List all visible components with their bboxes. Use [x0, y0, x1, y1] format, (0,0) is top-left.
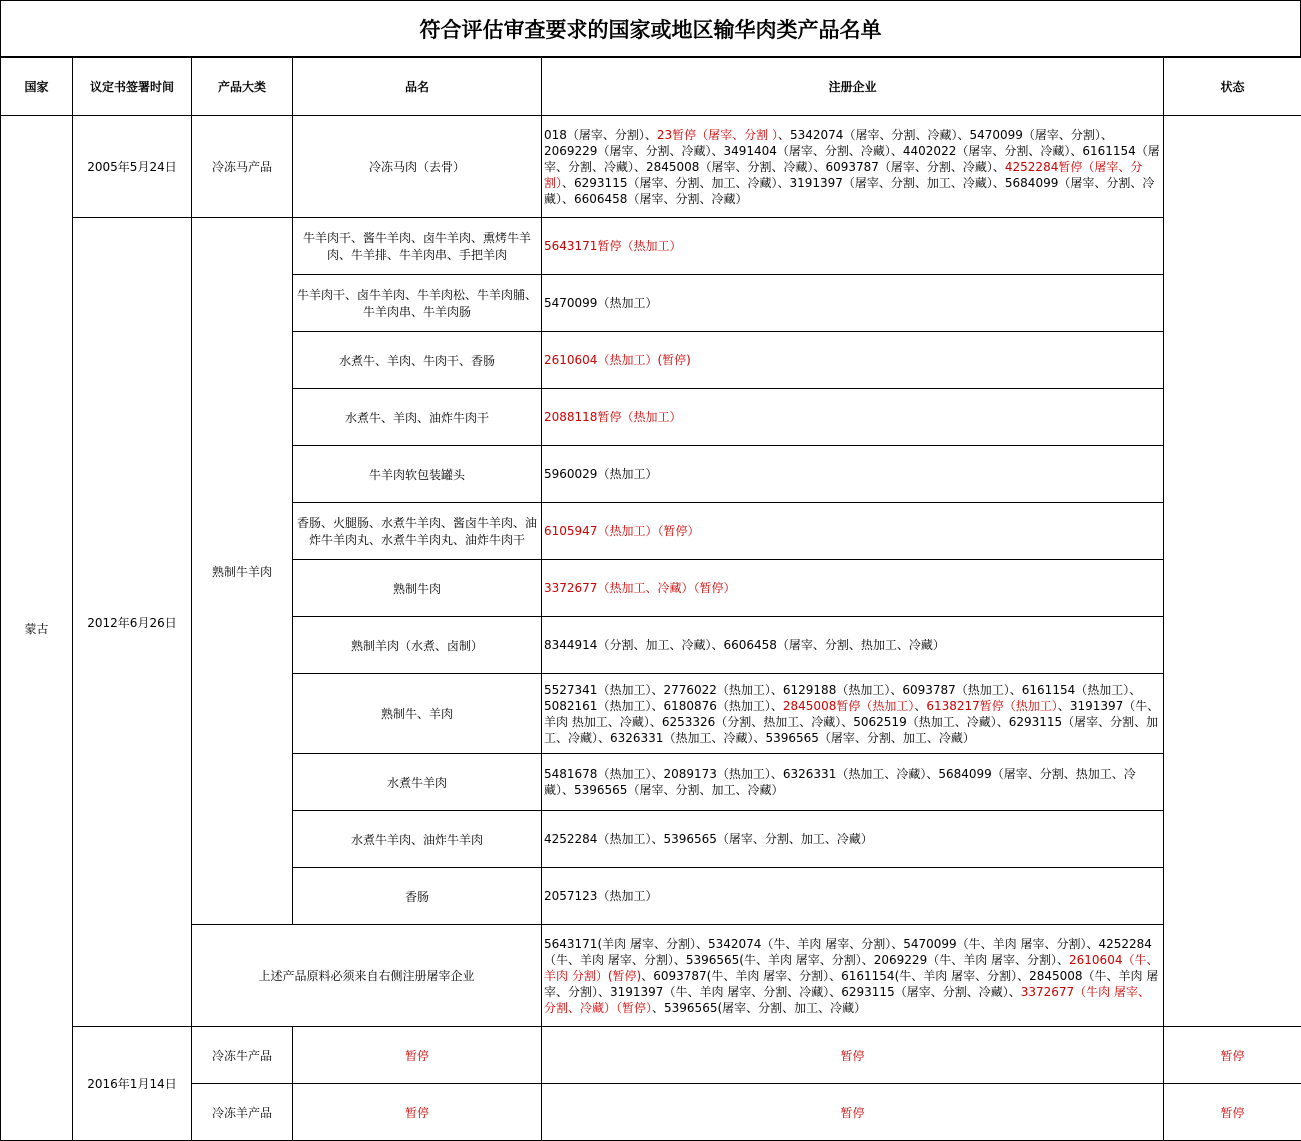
product-cell: 水煮牛羊肉: [293, 754, 542, 811]
enterprise-text: 5527341（热加工）、2776022（热加工）、6129188（热加工）、6093787（热加工）、6161154（热加工）、5082161（热加工）、6180876（热加工）、: [544, 682, 1142, 713]
enterprise-cell: [542, 754, 1164, 811]
product-cell: 牛羊肉软包装罐头: [293, 446, 542, 503]
date-cell: 2012年6月26日: [73, 218, 192, 1027]
enterprise-text: 5470099（热加工）: [544, 296, 658, 310]
product-cell: 熟制羊肉（水煮、卤制）: [293, 617, 542, 674]
table-row: [1, 218, 1301, 275]
product-table: [0, 57, 1301, 1141]
table-row: [1, 1084, 1301, 1141]
suspended-enterprise-text: 2845008暂停（热加工）: [782, 698, 915, 713]
suspended-enterprise-text: 3372677（牛肉 屠宰、分割、冷藏）（暂停）: [544, 984, 1150, 1015]
suspended-enterprise-text: 6138217暂停（热加工）: [926, 698, 1058, 713]
date-cell: 2005年5月24日: [73, 116, 192, 218]
enterprise-cell: [542, 560, 1164, 617]
enterprise-cell: 暂停: [542, 1027, 1164, 1084]
status-cell: [1164, 116, 1301, 1027]
country-cell: 蒙古: [1, 116, 73, 1141]
enterprise-text: 5481678（热加工）、2089173（热加工）、6326331（热加工、冷藏）、5684099（屠宰、分割、热加工、冷藏）、5396565（屠宰、分割、加工、冷藏）: [544, 767, 1136, 797]
product-cell: 牛羊肉干、卤牛羊肉、牛羊肉松、牛羊肉脯、牛羊肉串、牛羊肉肠: [293, 275, 542, 332]
enterprise-text: 2057123（热加工）: [544, 889, 658, 903]
enterprise-text: 、5396565(屠宰、分割、加工、冷藏）: [652, 1000, 867, 1015]
header-category: 产品大类: [192, 58, 293, 116]
enterprise-cell: [542, 811, 1164, 868]
product-cell: 熟制牛、羊肉: [293, 674, 542, 754]
date-cell: 2016年1月14日: [73, 1027, 192, 1141]
enterprise-text: 、3191397（牛、羊肉 热加工、冷藏）、6253326（分割、热加工、冷藏）、5062519（热加工、冷藏）、6293115（屠宰、分割、加工、冷藏）、6326331（热加工、冷藏）、5396565（屠宰、分割、加工、冷藏）: [544, 698, 1160, 745]
table-row: [1, 1027, 1301, 1084]
product-cell: 熟制牛肉: [293, 560, 542, 617]
enterprise-text: 、6093787(牛、羊肉 屠宰、分割）、6161154(牛、羊肉 屠宰、分割）、2845008（牛、羊肉 屠宰、分割）、3191397（牛、羊肉 屠宰、分割、冷藏）、6293115（屠宰、分割、冷藏）、: [544, 968, 1159, 999]
enterprise-cell: [542, 332, 1164, 389]
suspended-enterprise-text: 5643171暂停（热加工）: [544, 239, 682, 253]
header-date: 议定书签署时间: [73, 58, 192, 116]
enterprise-cell: [542, 446, 1164, 503]
table-row: [1, 925, 1301, 1027]
product-cell: 水煮牛、羊肉、油炸牛肉干: [293, 389, 542, 446]
header-country: 国家: [1, 58, 73, 116]
header-row: [1, 58, 1301, 116]
suspended-enterprise-text: 3372677（热加工、冷藏）（暂停）: [544, 581, 736, 595]
enterprise-cell: 暂停: [542, 1084, 1164, 1141]
enterprise-text: 4252284（热加工）、5396565（屠宰、分割、加工、冷藏）: [544, 832, 873, 846]
product-cell: 水煮牛羊肉、油炸牛羊肉: [293, 811, 542, 868]
status-cell: 暂停: [1164, 1084, 1301, 1141]
product-cell: 水煮牛、羊肉、牛肉干、香肠: [293, 332, 542, 389]
enterprise-cell: [542, 925, 1164, 1027]
product-cell: 暂停: [293, 1027, 542, 1084]
product-cell: 暂停: [293, 1084, 542, 1141]
product-cell: 香肠: [293, 868, 542, 925]
product-cell: 香肠、火腿肠、水煮牛羊肉、酱卤牛羊肉、油炸牛羊肉丸、水煮牛羊肉丸、油炸牛肉干: [293, 503, 542, 560]
enterprise-text: 018（屠宰、分割）、: [544, 127, 657, 142]
suspended-enterprise-text: 23暂停（屠宰、分割 ）: [656, 127, 778, 142]
category-cell: 熟制牛羊肉: [192, 218, 293, 925]
suspended-enterprise-text: 4252284暂停（屠宰、分割）: [544, 159, 1143, 190]
header-product: 品名: [293, 58, 542, 116]
category-cell: 冷冻马产品: [192, 116, 293, 218]
category-cell: 冷冻羊产品: [192, 1084, 293, 1141]
raw-material-note: 上述产品原料必须来自右侧注册屠宰企业: [192, 925, 542, 1027]
enterprise-cell: [542, 868, 1164, 925]
enterprise-cell: [542, 389, 1164, 446]
enterprise-cell: [542, 116, 1164, 218]
category-cell: 冷冻牛产品: [192, 1027, 293, 1084]
enterprise-cell: [542, 275, 1164, 332]
enterprise-cell: [542, 617, 1164, 674]
suspended-enterprise-text: 2088118暂停（热加工）: [544, 410, 682, 424]
suspended-enterprise-text: 6105947（热加工）（暂停）: [544, 524, 700, 538]
enterprise-cell: [542, 674, 1164, 754]
page-title: 符合评估审查要求的国家或地区输华肉类产品名单: [0, 0, 1301, 57]
suspended-enterprise-text: 2610604（牛、羊肉 分割）(暂停): [544, 952, 1159, 983]
enterprise-text: 、6293115（屠宰、分割、加工、冷藏）、3191397（屠宰、分割、加工、冷藏）、5684099（屠宰、分割、冷藏）、6606458（屠宰、分割、冷藏）: [544, 175, 1155, 206]
enterprise-text: 5960029（热加工）: [544, 467, 658, 481]
enterprise-text: 5643171(羊肉 屠宰、分割）、5342074（牛、羊肉 屠宰、分割）、5470099（牛、羊肉 屠宰、分割）、4252284（牛、羊肉 屠宰、分割）、5396565(牛、羊肉 屠宰、分割）、2069229（牛、羊肉 屠宰、分割）、: [544, 936, 1152, 967]
enterprise-text: 、: [914, 698, 927, 713]
header-enterprise: 注册企业: [542, 58, 1164, 116]
header-status: 状态: [1164, 58, 1301, 116]
product-cell: 牛羊肉干、酱牛羊肉、卤牛羊肉、熏烤牛羊肉、牛羊排、牛羊肉串、手把羊肉: [293, 218, 542, 275]
suspended-enterprise-text: 2610604（热加工）(暂停): [544, 353, 691, 367]
enterprise-text: 8344914（分割、加工、冷藏）、6606458（屠宰、分割、热加工、冷藏）: [544, 638, 945, 652]
enterprise-cell: [542, 503, 1164, 560]
status-cell: 暂停: [1164, 1027, 1301, 1084]
enterprise-text: 、5342074（屠宰、分割、冷藏）、5470099（屠宰、分割）、2069229（屠宰、分割、冷藏）、3491404（屠宰、分割、冷藏）、4402022（屠宰、分割、冷藏）、6161154（屠宰、分割、冷藏）、2845008（屠宰、分割、冷藏）、6093787（屠宰、分割、冷藏）、: [544, 127, 1160, 174]
product-cell: 冷冻马肉（去骨）: [293, 116, 542, 218]
table-row: [1, 116, 1301, 218]
enterprise-cell: [542, 218, 1164, 275]
